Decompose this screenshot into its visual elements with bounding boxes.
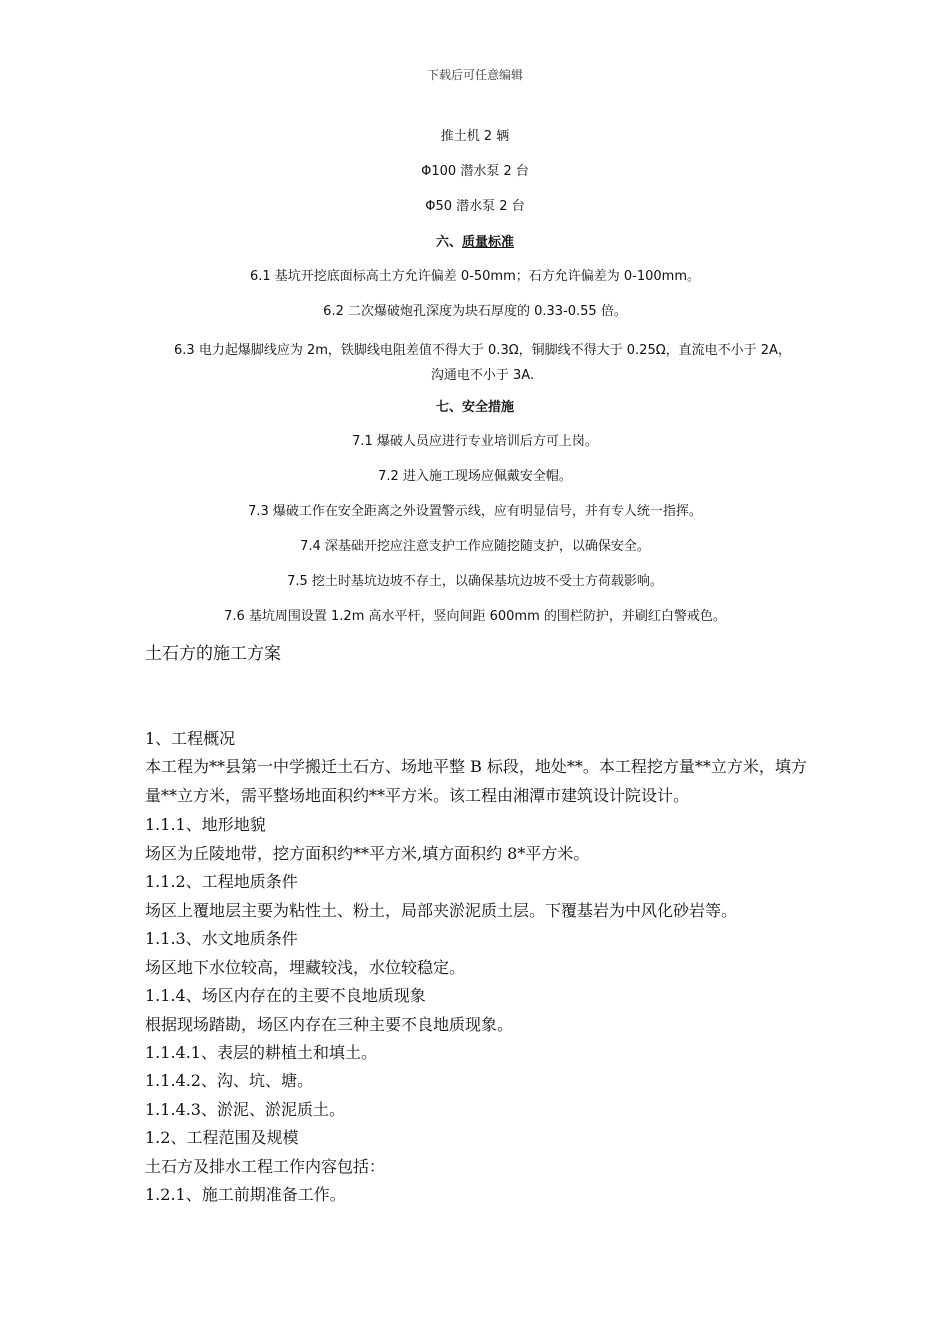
section-1-2-body: 土石方及排水工程工作内容包括： bbox=[145, 1157, 386, 1176]
section-1-1-2-body: 场区上覆地层主要为粘性土、粉土，局部夹淤泥质土层。下覆基岩为中风化砂岩等。 bbox=[145, 901, 738, 920]
quality-item-6-1: 6.1 基坑开挖底面标高土方允许偏差 0-50mm；石方允许偏差为 0-100mm。 bbox=[249, 269, 700, 284]
section-1-1-4-body: 根据现场踏勘，场区内存在三种主要不良地质现象。 bbox=[145, 1015, 514, 1034]
quality-item-6-2: 6.2 二次爆破炮孔深度为块石厚度的 0.33-0.55 倍。 bbox=[323, 304, 627, 319]
equipment-line-1: 推土机 2 辆 bbox=[440, 129, 510, 144]
section-1-1-4-2: 1.1.4.2、沟、坑、塘。 bbox=[145, 1071, 313, 1090]
section-1-1-4-1: 1.1.4.1、表层的耕植土和填土。 bbox=[145, 1043, 377, 1062]
section-1-1-2-heading: 1.1.2、工程地质条件 bbox=[145, 872, 298, 891]
section-1-1-3-heading: 1.1.3、水文地质条件 bbox=[145, 929, 298, 948]
section-1-body: 本工程为**县第一中学搬迁土石方、场地平整 B 标段，地处**。本工程挖方量**立方米，填方量**立方米，需平整场地面积约**平方米。该工程由湘潭市建筑设计院设计。 bbox=[145, 757, 807, 805]
safety-item-7-2: 7.2 进入施工现场应佩戴安全帽。 bbox=[378, 469, 572, 484]
quality-item-6-3: 6.3 电力起爆脚线应为 2m，铁脚线电阻差值不得大于 0.3Ω，铜脚线不得大于 0.25Ω，直流电不小于 2A，沟通电不小于 3A. bbox=[174, 343, 791, 383]
safety-heading: 七、安全措施 bbox=[435, 400, 514, 415]
equipment-line-3: Φ50 潜水泵 2 台 bbox=[425, 199, 525, 214]
safety-item-7-6: 7.6 基坑周围设置 1.2m 高水平杆，竖向间距 600mm 的围栏防护，并刷红白警戒色。 bbox=[224, 609, 726, 624]
quality-heading-prefix: 六、 bbox=[435, 235, 462, 250]
section-1-1-3-body: 场区地下水位较高，埋藏较浅，水位较稳定。 bbox=[145, 958, 466, 977]
safety-item-7-3: 7.3 爆破工作在安全距离之外设置警示线，应有明显信号，并有专人统一指挥。 bbox=[248, 504, 702, 519]
section-1-heading: 1、工程概况 bbox=[145, 729, 236, 748]
page-header: 下载后可任意编辑 bbox=[426, 68, 523, 82]
section-1-2-1: 1.2.1、施工前期准备工作。 bbox=[145, 1185, 346, 1204]
section-1-1-1-heading: 1.1.1、地形地貌 bbox=[145, 815, 266, 834]
safety-item-7-5: 7.5 挖土时基坑边坡不存土，以确保基坑边坡不受土方荷载影响。 bbox=[287, 574, 663, 589]
section-1-2-heading: 1.2、工程范围及规模 bbox=[145, 1128, 299, 1147]
quality-heading-text: 质量标准 bbox=[462, 235, 515, 250]
equipment-line-2: Φ100 潜水泵 2 台 bbox=[421, 164, 529, 179]
document-title: 土石方的施工方案 bbox=[145, 644, 281, 664]
section-1-1-4-heading: 1.1.4、场区内存在的主要不良地质现象 bbox=[145, 986, 426, 1005]
quality-heading bbox=[140, 233, 810, 253]
safety-item-7-4: 7.4 深基础开挖应注意支护工作应随挖随支护，以确保安全。 bbox=[300, 539, 650, 554]
section-1-1-1-body: 场区为丘陵地带，挖方面积约**平方米,填方面积约 8*平方米。 bbox=[145, 844, 590, 863]
section-1-1-4-3: 1.1.4.3、淤泥、淤泥质土。 bbox=[145, 1100, 345, 1119]
safety-item-7-1: 7.1 爆破人员应进行专业培训后方可上岗。 bbox=[352, 434, 598, 449]
